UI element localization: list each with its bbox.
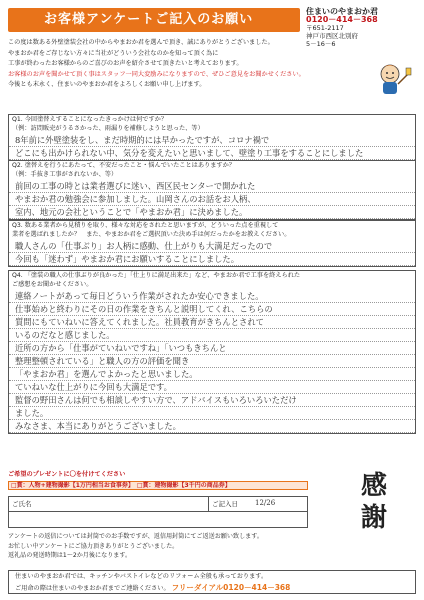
intro-line: 今後とも末永く、住まいのやまおか君をよろしくお願い申し上げます。 — [8, 81, 206, 88]
question-2 — [8, 160, 416, 220]
answer-line: どこにも出かけられない中、気分を変えたいと思いまして、壁塗り工事をすることにしました — [9, 147, 415, 160]
question-3-example: 業者を選ばれましたか？ また、やまおか君をご選択頂いた決め手は何だったかをお教えください。 — [12, 230, 291, 238]
freedial-number[interactable]: フリーダイアル0120－414－368 — [171, 583, 291, 592]
question-4 — [8, 270, 416, 434]
question-2-example: （例：手抜き工事がされないか、等） — [12, 170, 118, 178]
return-note — [8, 532, 308, 561]
answer-line: ていねいな仕上がりに今回も大満足です。 — [9, 381, 415, 394]
date-value: 12/26 — [255, 499, 276, 507]
question-3 — [8, 220, 416, 267]
note-line: お忙しい中アンケートにご協力頂きありがとうございました。 — [8, 542, 179, 550]
gift-options[interactable]: □賞：人物+建物撮影【1万円相当お食事券】 □賞：建物撮影【3千円の商品券】 — [8, 481, 308, 490]
footer — [8, 570, 416, 594]
note-line: アンケートの返信については封筒でのお手数ですが、返信用封筒にてご返送お願い致します。 — [8, 533, 263, 540]
answer-line: 監督の野田さんは何でも相談しやすい方で、アドバイスもいろいろいただけ — [9, 394, 415, 407]
answer-line: 8年前に外壁塗装をし、まだ時期的には早かったですが、コロナ禍で — [9, 134, 415, 147]
intro-line: お客様のお声を聞かせて頂く事はスタッフ一同大変励みになりますので、ぜひご意見をお聞かせください。 — [8, 70, 305, 78]
question-1 — [8, 114, 416, 161]
question-4-example: ご感想をお聞かせください。 — [12, 280, 93, 288]
company-tel: 0120－414－368 — [306, 15, 378, 24]
answer-line: ました。 — [9, 407, 415, 420]
answer-line: 室内、地元の会社ということで「やまおか君」に決めました。 — [9, 206, 415, 219]
answer-line: いるのだなと感じました。 — [9, 329, 415, 342]
company-name: 住まいのやまおか君 — [306, 7, 378, 16]
question-3-title: Q3. 数ある業者から見積りを取り、様々な対応をされたと思いますが、どういった点を重視して — [12, 222, 279, 229]
intro-line: やまおか君をご存じない方々に当社がどういう会社なのかを知って頂く為に — [8, 49, 219, 57]
answer-line: 前回の工事の時とは業者選びに迷い、西区民センターで開かれた — [9, 180, 415, 193]
question-2-title: Q2. 塗替えを行うにあたって、不安だったこと・悩んでいたことはありますか？ — [12, 162, 235, 169]
page-title: お客様アンケートご記入のお願い — [8, 8, 300, 32]
respondent-form — [8, 496, 308, 528]
intro-text — [8, 38, 348, 91]
name-field[interactable]: ご氏名 — [9, 497, 209, 512]
question-4-title: Q4. 「塗装の職人の仕事ぶりが良かった」「仕上りに満足出来た」など、やまおか君で工事を終えられた — [12, 272, 301, 279]
date-field[interactable]: ご記入日 — [209, 497, 307, 512]
footer-line-2 — [15, 582, 415, 594]
footer-line: 住まいのやまおか君では、キッチンやバストイレなどのリフォーム全般も承っております。 — [15, 573, 268, 580]
intro-line: 工事が終わったお客様からのご喜びのお声を紹介させて頂きたいと考えております。 — [8, 60, 243, 67]
intro-line: この度は数ある外壁塗装会社の中からやまおか君を選んで頂き、誠にありがとうございました。 — [8, 39, 274, 46]
answer-line: 「やまおか君」を選んでよかったと思いました。 — [9, 368, 415, 381]
answer-line: 質問にもていねいに答えてくれました。社員教育がきちんとされて — [9, 316, 415, 329]
company-postal: 〒651-2117 — [306, 24, 344, 32]
company-address1: 神戸市西区北別府 — [306, 32, 358, 40]
answer-line: 職人さんの「仕事ぶり」お人柄に感動、仕上がりも大満足だったので — [9, 240, 415, 253]
company-address2: 5－16－6 — [306, 40, 336, 48]
answer-line: 仕事始めと終わりにその日の作業をきちんと説明してくれ、こちらの — [9, 303, 415, 316]
gift-section — [8, 470, 308, 479]
footer-line: ご用命の際は住まいのやまおか君までご連絡ください。 — [15, 585, 170, 592]
kansha-calligraphy: 感謝 — [360, 471, 387, 533]
question-1-title: Q1. 今回塗替えすることになったきっかけは何ですか？ — [12, 116, 168, 123]
answer-line: 整理整頓されている」と職人の方の評価を聞き — [9, 355, 415, 368]
note-line: 返礼品の発送時期は1～2か月後になります。 — [8, 552, 132, 559]
gift-header: ご希望のプレゼントに〇を付けてください — [8, 471, 126, 478]
answer-line: やまおか君の勉強会に参加しました。山岡さんのお話をお人柄、 — [9, 193, 415, 206]
question-1-example: （例：訪問販売がうるさかった、雨漏りを補修しようと思った、等） — [12, 124, 204, 132]
answer-line: 近所の方から「仕事がていねいですね」「いつもきちんと — [9, 342, 415, 355]
signature-area — [9, 513, 307, 528]
answer-line: 今回も「迷わず」やまおか君にお願いすることにしました。 — [9, 253, 415, 266]
mascot-icon — [372, 60, 412, 96]
answer-line: 連絡ノートがあって毎日どういう作業がされたか安心できました。 — [9, 290, 415, 303]
answer-line: みなさま、本当にありがとうございました。 — [9, 420, 415, 433]
